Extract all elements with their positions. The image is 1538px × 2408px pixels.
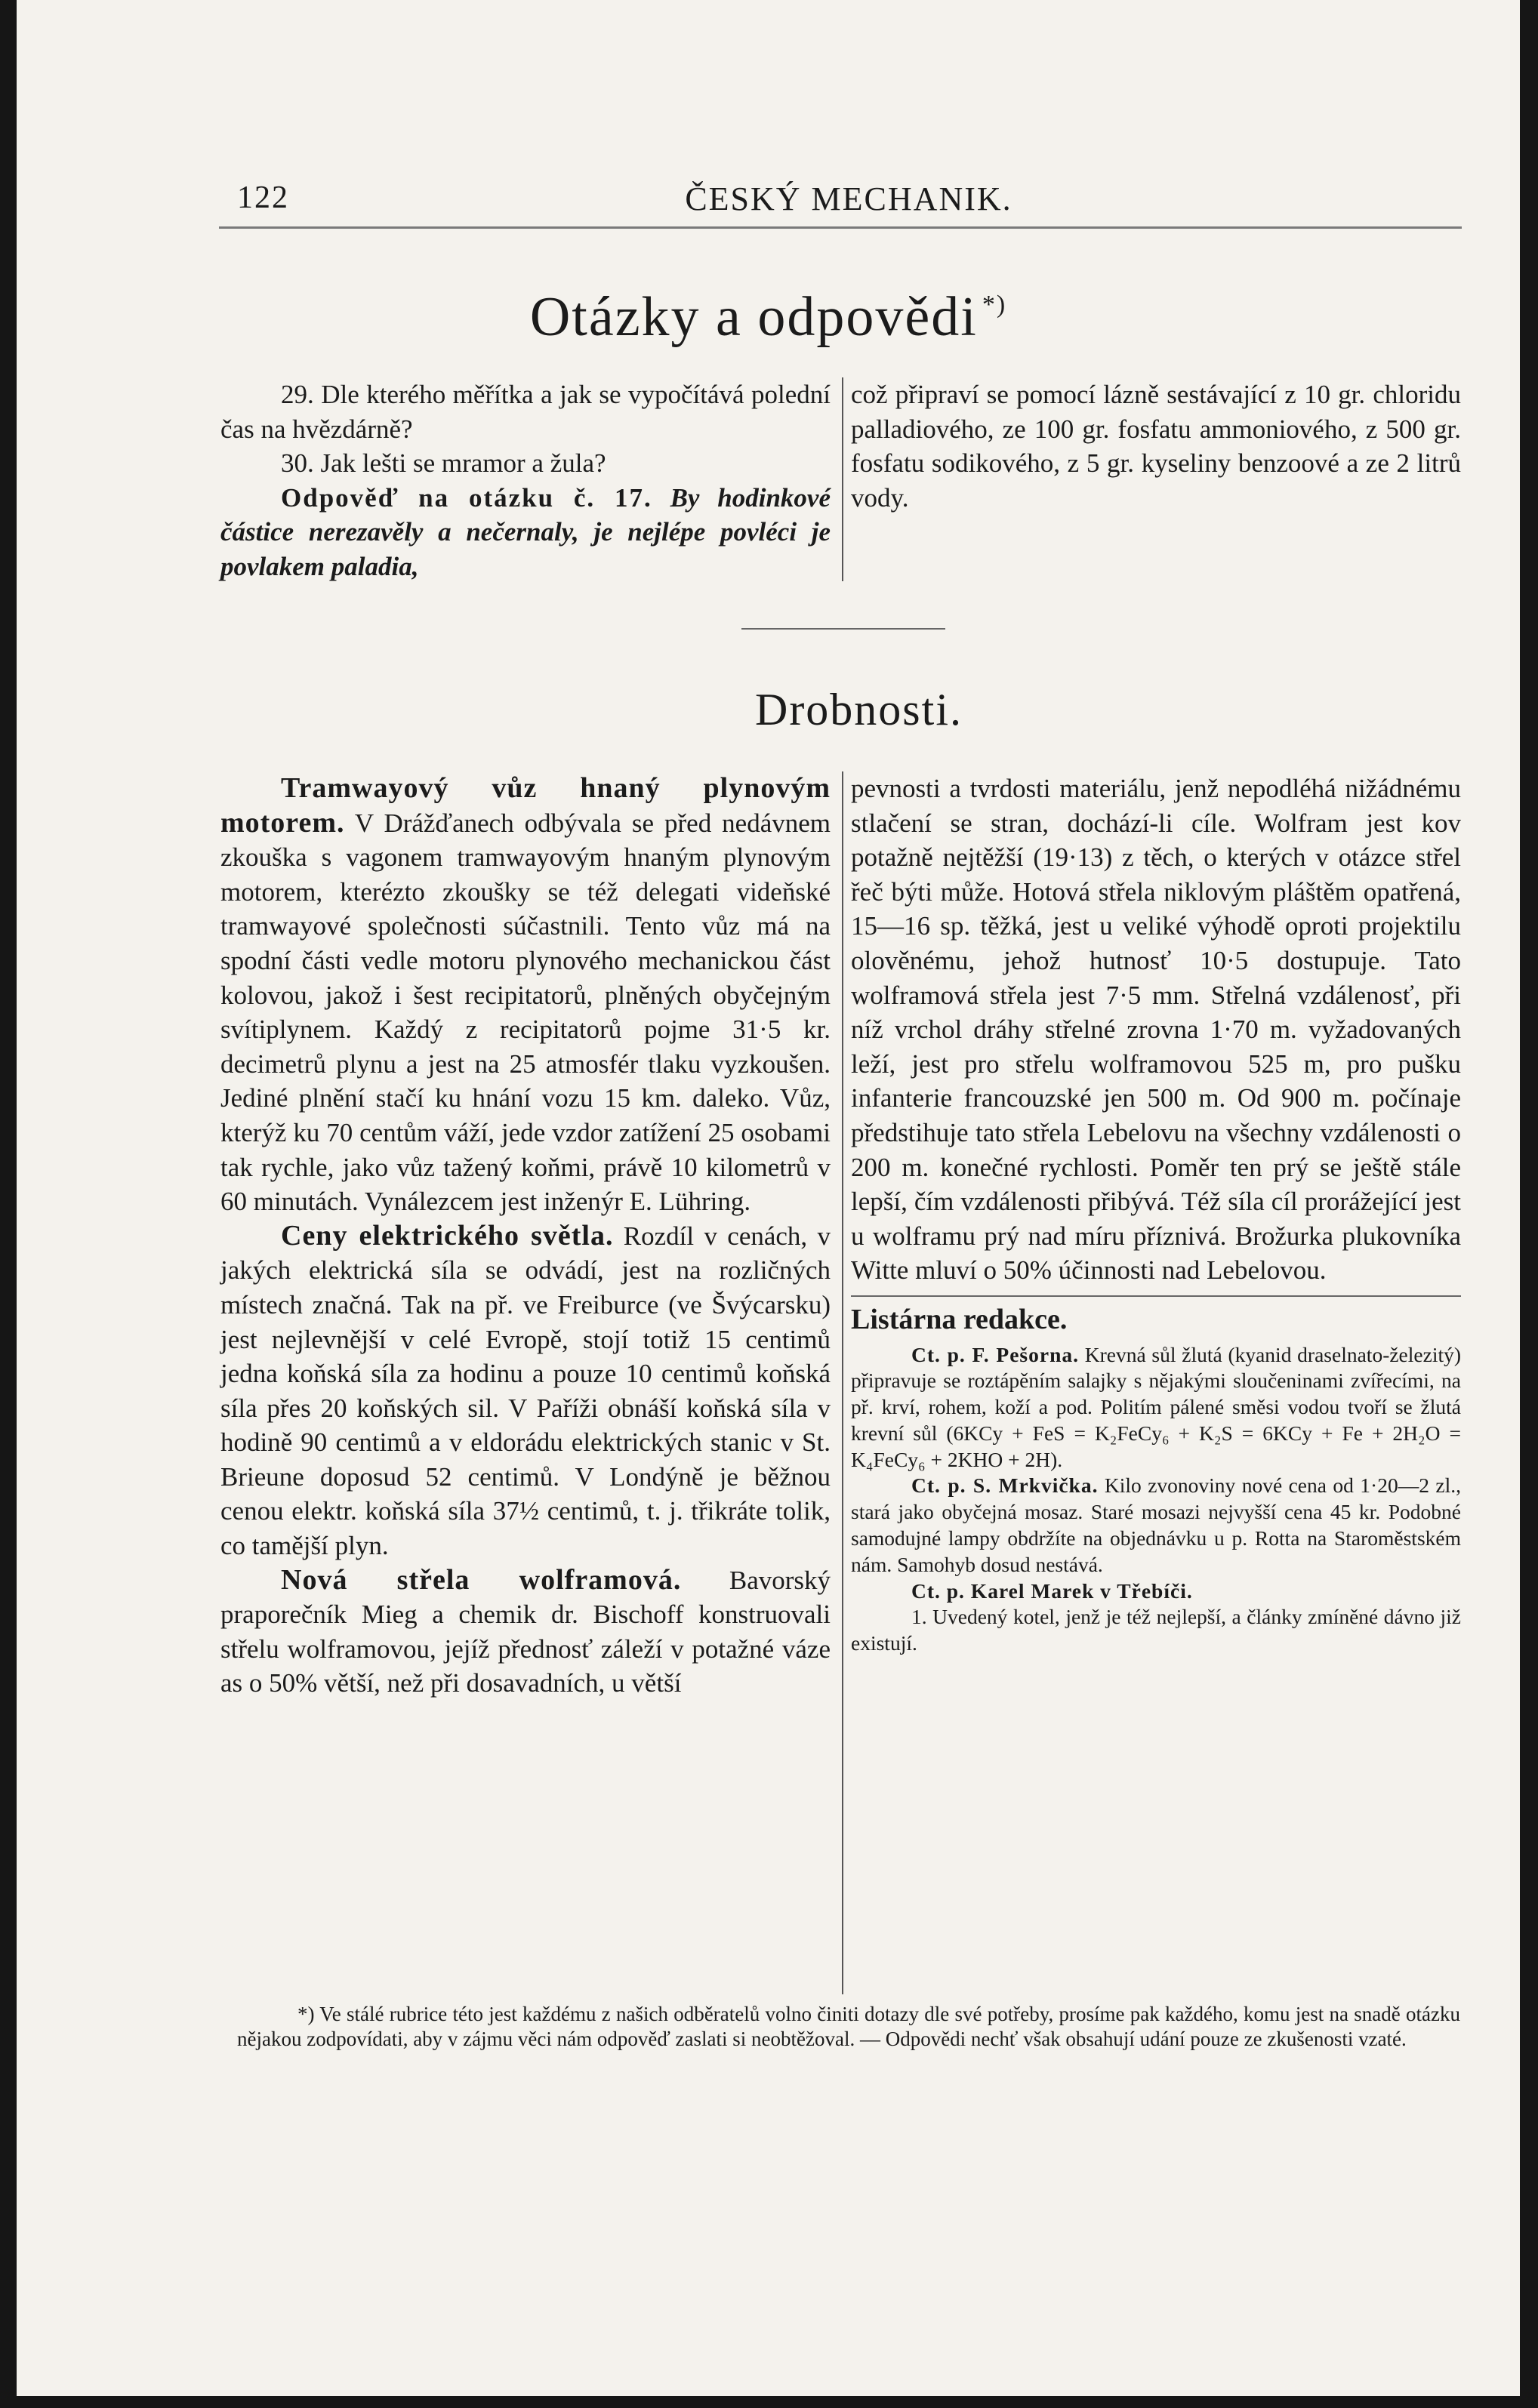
listarna-entry1-name: Ct. p. F. Pešorna. bbox=[911, 1342, 1080, 1366]
listarna-entries bbox=[851, 1342, 1461, 1658]
qa-column-divider bbox=[842, 377, 843, 581]
bullet-heading: Nová střela wolframová. bbox=[281, 1563, 682, 1596]
scan-frame-right bbox=[1520, 0, 1538, 2408]
answer-text: By hodinkové částice nerezavěly a nečernaly, je nejlépe povléci je povlakem paladia, bbox=[220, 482, 831, 581]
journal-title: ČESKÝ MECHANIK. bbox=[685, 180, 1012, 217]
listarna-rule bbox=[851, 1295, 1461, 1297]
tram-text: V Drážďanech odbývala se před nedávnem zkouška s vagonem tramwayovým hnaným plynovým motorem, kterézto zkoušky se též delegati videňské tramwayové společnosti súčastnili. Tento vůz má na spodní části vedle motoru plynového mechanickou část kolovou, jakož i šest recipitatorů, plněných obyčejným svítiplynem. Každý z recipitatorů pojme 31·5 kr. decimetrů plynu a jest na 25 atmosfér tlaku vyzkoušen. Jediné plnění stačí ku hnání vozu 15 km. daleko. Vůz, kterýž ku 70 centům váží, jede vzdor zatížení 25 osobami tak rychle, jako vůz tažený koňmi, právě 10 kilometrů v 60 minutách. Vynálezcem jest inženýr E. Lühring. bbox=[220, 808, 831, 1217]
listarna-title: Listárna redakce. bbox=[851, 1303, 1068, 1335]
header-rule bbox=[219, 226, 1462, 229]
qa-title-mark: *) bbox=[982, 291, 1007, 319]
answer-heading: Odpověď na otázku č. 17. bbox=[281, 482, 652, 513]
bullet-text-right: pevnosti a tvrdosti materiálu, jenž nepodléhá nižádnému stlačení se stran, dochází-li cíle. Wolfram jest kov potažně nejtěžší (19·13) z těch, o kterých v otázce střel řeč býti může. Hotová střela niklovým pláštěm opatřená, 15—16 sp. těžká, jest u veliké výhodě oproti projektilu olověnému, jehož hutnosť 10·5 dostupuje. Tato wolframová střela jest 7·5 mm. Střelná vzdálenosť, při níž vrchol dráhy střelné zrovna 1·70 m. vyžadovaných leží, jest pro střelu wolframovou 525 m, pro pušku infanterie francouzské jen 500 m. Od 900 m. počínaje předstihuje tato střela Lebelovu na všechny vzdálenosti o 200 m. konečné rychlosti. Poměr ten prý se ještě stále lepší, čím vzdálenosti přibývá. Též síla cíl prorážející jest u wolframu prý nad míru příznivá. Brožurka plukovníka Witte mluví o 50% účinnosti nad Lebelovou. bbox=[851, 774, 1461, 1286]
misc-left-column bbox=[220, 771, 831, 1701]
misc-right-column bbox=[851, 771, 1461, 1657]
misc-column-divider bbox=[842, 771, 843, 1994]
question-29: 29. Dle kterého měřítka a jak se vypočítává polední čas na hvězdárně? bbox=[220, 380, 831, 444]
page bbox=[17, 0, 1520, 2396]
bullet-text-left: Bavorský praporečník Mieg a chemik dr. Bischoff konstruovali střelu wolframovou, jejíž přednosť záleží v potažné váze as o 50% větší, než při dosavadních, u větší bbox=[220, 1565, 831, 1698]
tram-heading: Tramwayový vůz hnaný plynovým motorem. bbox=[220, 772, 831, 839]
question-30: 30. Jak lešti se mramor a žula? bbox=[281, 448, 606, 479]
listarna-entry2-text: Kilo zvonoviny nové cena od 1·20—2 zl., stará jako obyčejná mosaz. Staré mosazi nejvyšší cena 45 kr. Podobné samodujné lampy obdržíte na objednávku u p. Rotta na Staroměstském nám. Samohyb dosud nestává. bbox=[851, 1473, 1461, 1576]
misc-section-title: Drobnosti. bbox=[755, 685, 963, 734]
answer-continuation: což připraví se pomocí lázně sestávající z 10 gr. chloridu palladiového, ze 100 gr. fosfatu ammoniového, z 500 gr. fosfatu sodikového, z 5 gr. kyseliny benzoové a ze 2 litrů vody. bbox=[851, 380, 1461, 513]
electric-text: Rozdíl v cenách, v jakých elektrická síla se odvádí, jest na rozličných místech značná. Tak na př. ve Freiburce (ve Švýcarsku) jest nejlevnější v celé Evropě, stojí totiž 15 centimů jedna koňská síla za hodinu a pouze 10 centimů koňská síla přes 20 koňských sil. V Paříži obnáší koňská síla v hodině 90 centimů a v eldorádu elektrických stanic v St. Brieune doposud 52 centimů. V Londýně je běžnou cenou elektr. koňská síla 37½ centimů, t. j. třikráte tolik, co tamější plyn. bbox=[220, 1221, 831, 1561]
listarna-entry3-name: Ct. p. Karel Marek v Třebíči. bbox=[911, 1578, 1193, 1603]
qa-section-title bbox=[17, 285, 1520, 349]
running-header bbox=[237, 180, 1460, 217]
scan-frame-left bbox=[0, 0, 17, 2408]
qa-left-column bbox=[220, 377, 831, 584]
page-number: 122 bbox=[237, 180, 289, 215]
electric-heading: Ceny elektrického světla. bbox=[281, 1219, 614, 1252]
listarna-entry3-text: 1. Uvedený kotel, jenž je též nejlepší, a články zmíněné dávno již existují. bbox=[851, 1605, 1461, 1655]
listarna-entry2-name: Ct. p. S. Mrkvička. bbox=[911, 1473, 1099, 1498]
qa-right-column bbox=[851, 377, 1461, 515]
section-separator bbox=[741, 628, 945, 630]
scan-frame-bottom bbox=[0, 2396, 1538, 2408]
qa-title-text: Otázky a odpovědi bbox=[529, 286, 978, 348]
footnote: *) Ve stálé rubrice této jest každému z našich odběratelů volno činiti dotazy dle své potřeby, prosíme pak každého, komu jest na snadě otázku nějakou zodpovídati, aby v zájmu věci nám odpověď zaslati si neobtěžoval. — Odpovědi nechť však obsahují udání pouze ze zkušenosti vzaté. bbox=[237, 2003, 1460, 2050]
listarna-entry1-text: Krevná sůl žlutá (kyanid draselnato-železitý) připravuje se roztápěním salajky s nějakými sloučeninami zvířecími, na př. krví, rohem, koží a pod. Politím pálené směsi vodou tvoří se žlutá krevní sůl (6KCy + FeS = K₂FeCy₆ + K₂S = 6KCy + Fe + 2H₂O = K₄FeCy₆ + 2KHO + 2H). bbox=[851, 1342, 1462, 1471]
